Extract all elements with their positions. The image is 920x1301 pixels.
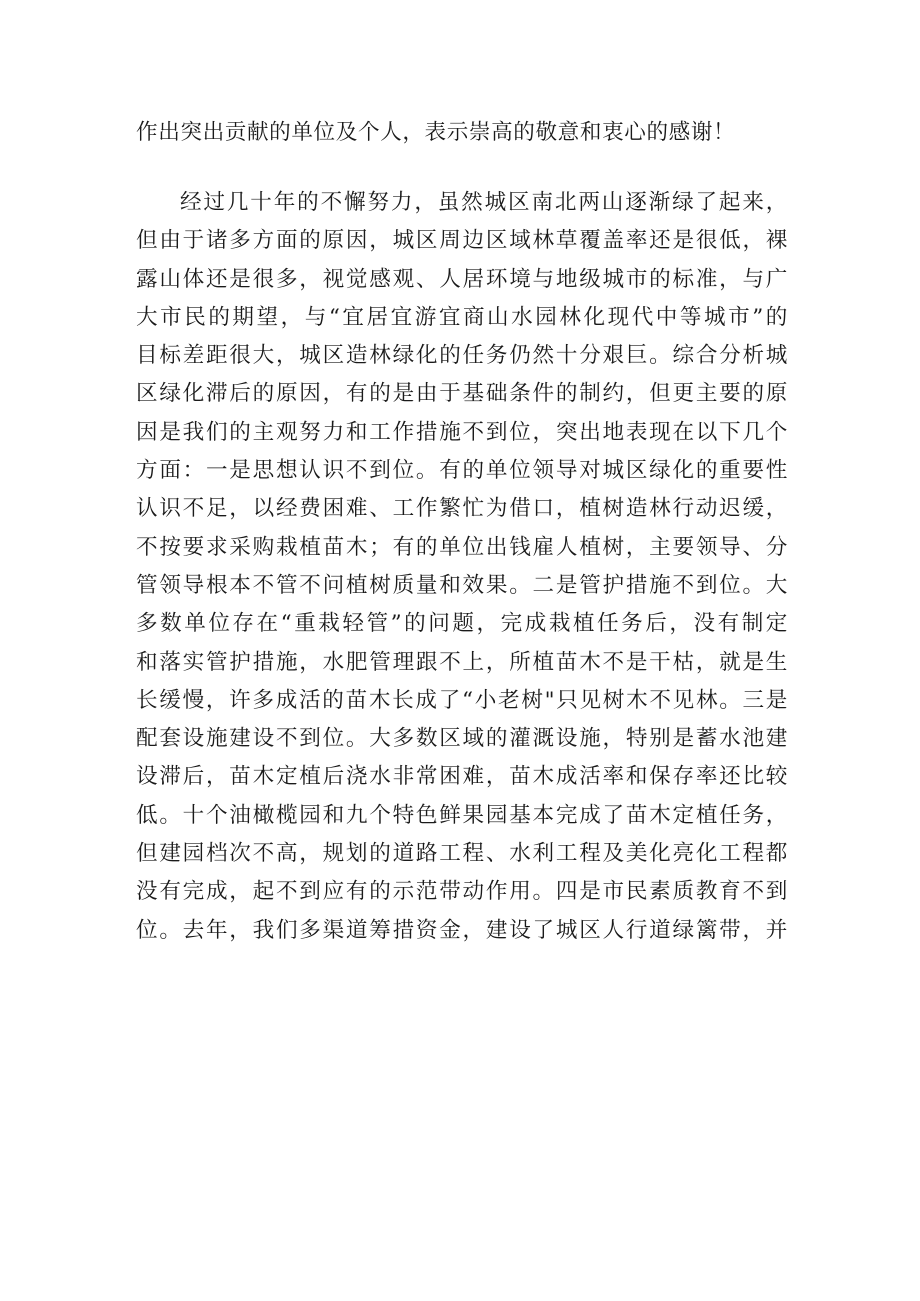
paragraph-1	[136, 114, 788, 152]
paragraph-line: 方面：一是思想认识不到位。有的单位领导对城区绿化的重要性	[136, 458, 788, 484]
paragraph-line: 目标差距很大，城区造林绿化的任务仍然十分艰巨。综合分析城	[136, 343, 788, 369]
paragraph-line: 因是我们的主观努力和工作措施不到位，突出地表现在以下几个	[136, 419, 788, 445]
paragraph-line: 但由于诸多方面的原因，城区周边区域林草覆盖率还是很低，裸	[136, 228, 788, 254]
paragraph-line: 设滞后，苗木定植后浇水非常困难，苗木成活率和保存率还比较	[136, 764, 788, 790]
paragraph-line: 但建园档次不高，规划的道路工程、水利工程及美化亮化工程都	[136, 841, 788, 867]
paragraph-line: 位。去年，我们多渠道筹措资金，建设了城区人行道绿篱带，并	[136, 917, 788, 943]
paragraph-line: 经过几十年的不懈努力，虽然城区南北两山逐渐绿了起来，	[180, 190, 788, 215]
paragraph-line: 作出突出贡献的单位及个人，表示崇高的敬意和衷心的感谢！	[136, 120, 736, 145]
paragraph-line: 认识不足，以经费困难、工作繁忙为借口，植树造林行动迟缓，	[136, 496, 788, 522]
paragraph-line: 区绿化滞后的原因，有的是由于基础条件的制约，但更主要的原	[136, 381, 788, 407]
paragraph-line: 露山体还是很多，视觉感观、人居环境与地级城市的标准，与广	[136, 266, 788, 292]
paragraph-line: 和落实管护措施，水肥管理跟不上，所植苗木不是干枯，就是生	[136, 649, 788, 675]
paragraph-line: 没有完成，起不到应有的示范带动作用。四是市民素质教育不到	[136, 879, 788, 905]
paragraph-line: 管领导根本不管不问植树质量和效果。二是管护措施不到位。大	[136, 572, 788, 598]
paragraph-line: 不按要求采购栽植苗木；有的单位出钱雇人植树，主要领导、分	[136, 534, 788, 560]
paragraph-line: 长缓慢，许多成活的苗木长成了“小老树"只见树木不见林。三是	[136, 687, 788, 713]
paragraph-line: 多数单位存在“重栽轻管”的问题，完成栽植任务后，没有制定	[136, 611, 788, 637]
paragraph-line: 配套设施建设不到位。大多数区域的灌溉设施，特别是蓄水池建	[136, 726, 788, 752]
paragraph-line: 大市民的期望，与“宜居宜游宜商山水园林化现代中等城市”的	[136, 304, 788, 330]
paragraph-line: 低。十个油橄榄园和九个特色鲜果园基本完成了苗木定植任务，	[136, 802, 788, 828]
paragraph-2	[136, 184, 788, 950]
